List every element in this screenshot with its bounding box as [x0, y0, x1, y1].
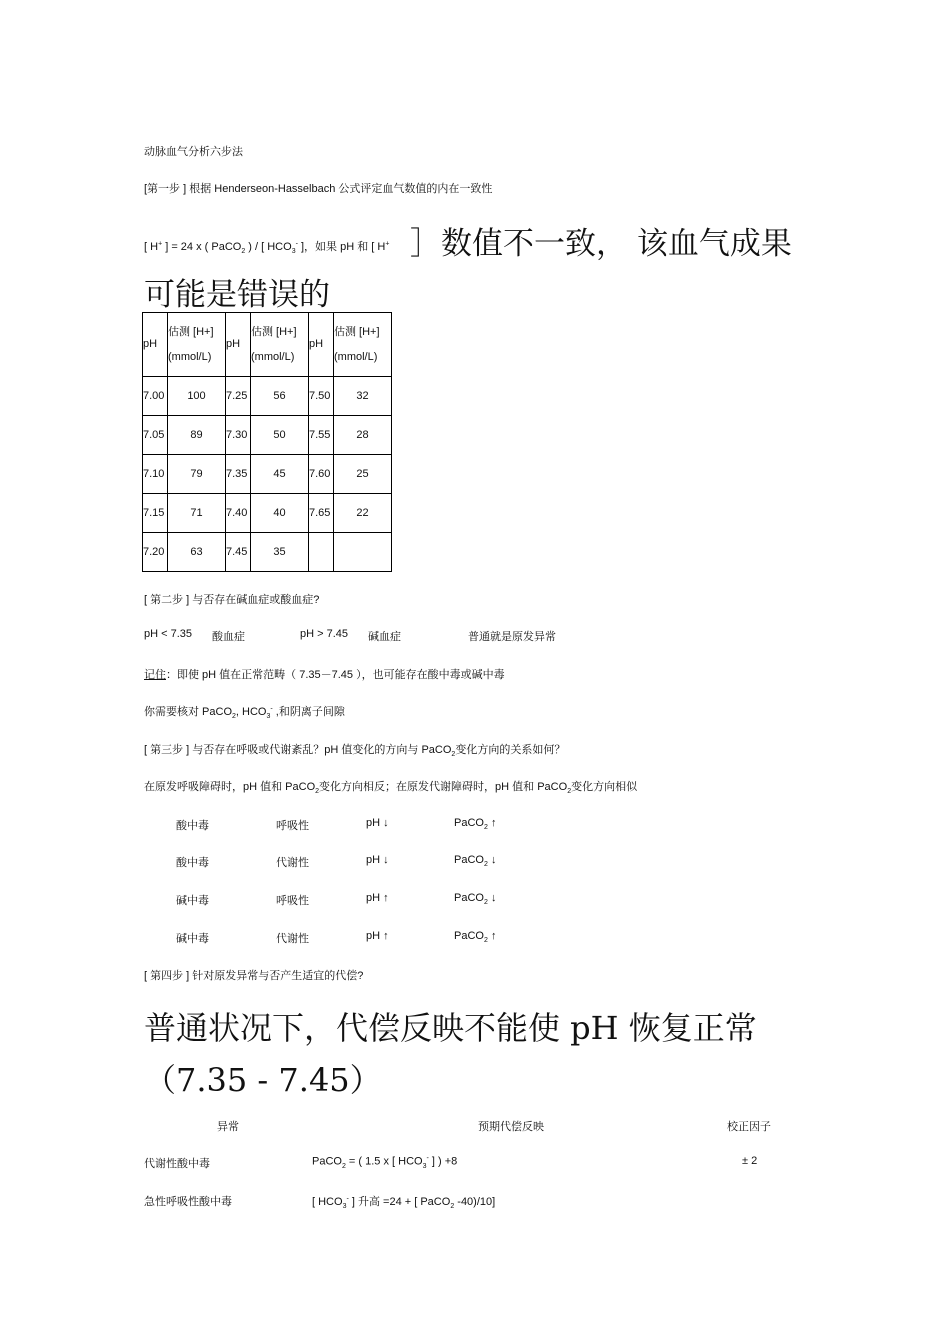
table-header-cell: pH	[143, 313, 168, 377]
table-header-cell: 估测 [H+] (mmol/L)	[168, 313, 226, 377]
table-cell: 7.10	[143, 455, 168, 494]
table-cell: 7.00	[143, 377, 168, 416]
document-title: 动脉血气分析六步法	[144, 146, 243, 158]
table-header-row	[143, 313, 392, 377]
table-cell: 7.30	[226, 416, 251, 455]
table-header-cell: 估测 [H+] (mmol/L)	[334, 313, 392, 377]
table-cell	[334, 533, 392, 572]
table-cell: 63	[168, 533, 226, 572]
table-cell: 7.50	[309, 377, 334, 416]
table-cell: 35	[251, 533, 309, 572]
table-cell: 56	[251, 377, 309, 416]
table-header-cell: 估测 [H+] (mmol/L)	[251, 313, 309, 377]
table-cell: 79	[168, 455, 226, 494]
disorder-row: 酸中毒 呼吸性 pH ↓ PaCO$_2$ ↑	[176, 817, 497, 832]
consistency-heading-line2: 可能是错误的	[144, 277, 330, 313]
table-cell: 7.55	[309, 416, 334, 455]
table-cell: 7.05	[143, 416, 168, 455]
step4-heading: [ 第四步 ] 针对原发异常与否产生适宜的代偿?	[144, 970, 364, 982]
table-cell: 7.35	[226, 455, 251, 494]
table-cell: 7.45	[226, 533, 251, 572]
table-cell: 71	[168, 494, 226, 533]
table-row	[143, 533, 392, 572]
table-cell: 7.40	[226, 494, 251, 533]
compensation-range: （7.35 - 7.45）	[144, 1061, 382, 1099]
disorder-row: 酸中毒 代谢性 pH ↓ PaCO$_2$ ↓	[176, 854, 497, 869]
step3-description: 在原发呼吸障碍时，pH 值和 PaCO$_2$变化方向相反；在原发代谢障碍时，pH 值和 PaCO$_2$变化方向相似	[144, 781, 638, 796]
ph-h-table	[142, 312, 392, 572]
compensation-row: 代谢性酸中毒 PaCO$_2$ = ( 1.5 x [ $HCO_3^-$ ] ) +8 ± 2	[144, 1155, 758, 1170]
table-cell: 7.20	[143, 533, 168, 572]
compensation-row: 急性呼吸性酸中毒 [ $HCO_3^-$ ] 升高 =24 + [ PaCO$_2$ -40)/10]	[144, 1195, 496, 1211]
note-line: 记住：即使 pH 值在正常范畴（ 7.35－7.45 ），也可能存在酸中毒或碱中毒	[144, 669, 505, 681]
compensation-heading: 普通状况下，代偿反映不能使 pH 恢复正常	[144, 1009, 757, 1047]
table-header-cell: pH	[226, 313, 251, 377]
acidemia-alkalemia-line: pH < 7.35 酸血症 pH > 7.45 碱血症 普通就是原发异常	[144, 628, 556, 643]
step1-heading: [第一步 ] 根据 Henderseon-Hasselbach 公式评定血气数值的内在一致性	[144, 183, 493, 195]
formula-line: [ H+ ] = 24 x ( PaCO$_2$ ) / [ $HCO_3^-$ ]，如果 pH 和 [ H+	[144, 240, 390, 256]
table-cell: 100	[168, 377, 226, 416]
table-cell: 89	[168, 416, 226, 455]
table-row	[143, 377, 392, 416]
table-cell: 7.15	[143, 494, 168, 533]
disorder-row: 碱中毒 呼吸性 pH ↑ PaCO$_2$ ↓	[176, 892, 497, 907]
table-row	[143, 416, 392, 455]
table-cell: 28	[334, 416, 392, 455]
check-line: 你需要核对 PaCO$_2$, $HCO_3^-$ ,和阴离子间隙	[144, 705, 345, 721]
step2-heading: [ 第二步 ] 与否存在碱血症或酸血症?	[144, 594, 320, 606]
table-cell	[309, 533, 334, 572]
table-cell: 45	[251, 455, 309, 494]
table-cell: 25	[334, 455, 392, 494]
step3-heading: [ 第三步 ] 与否存在呼吸或代谢紊乱？pH 值变化的方向与 PaCO$_2$变化方向的关系如何？	[144, 744, 566, 759]
table-cell: 32	[334, 377, 392, 416]
consistency-heading: ］数值不一致， 该血气成果	[410, 226, 792, 262]
table-cell: 22	[334, 494, 392, 533]
table-cell: 40	[251, 494, 309, 533]
table-row	[143, 494, 392, 533]
table-header-cell: pH	[309, 313, 334, 377]
compensation-table-header: 异常 预期代偿反映 校正因子	[217, 1121, 771, 1133]
table-cell: 7.25	[226, 377, 251, 416]
table-cell: 7.60	[309, 455, 334, 494]
table-row	[143, 455, 392, 494]
disorder-row: 碱中毒 代谢性 pH ↑ PaCO$_2$ ↑	[176, 930, 497, 945]
table-cell: 7.65	[309, 494, 334, 533]
table-cell: 50	[251, 416, 309, 455]
